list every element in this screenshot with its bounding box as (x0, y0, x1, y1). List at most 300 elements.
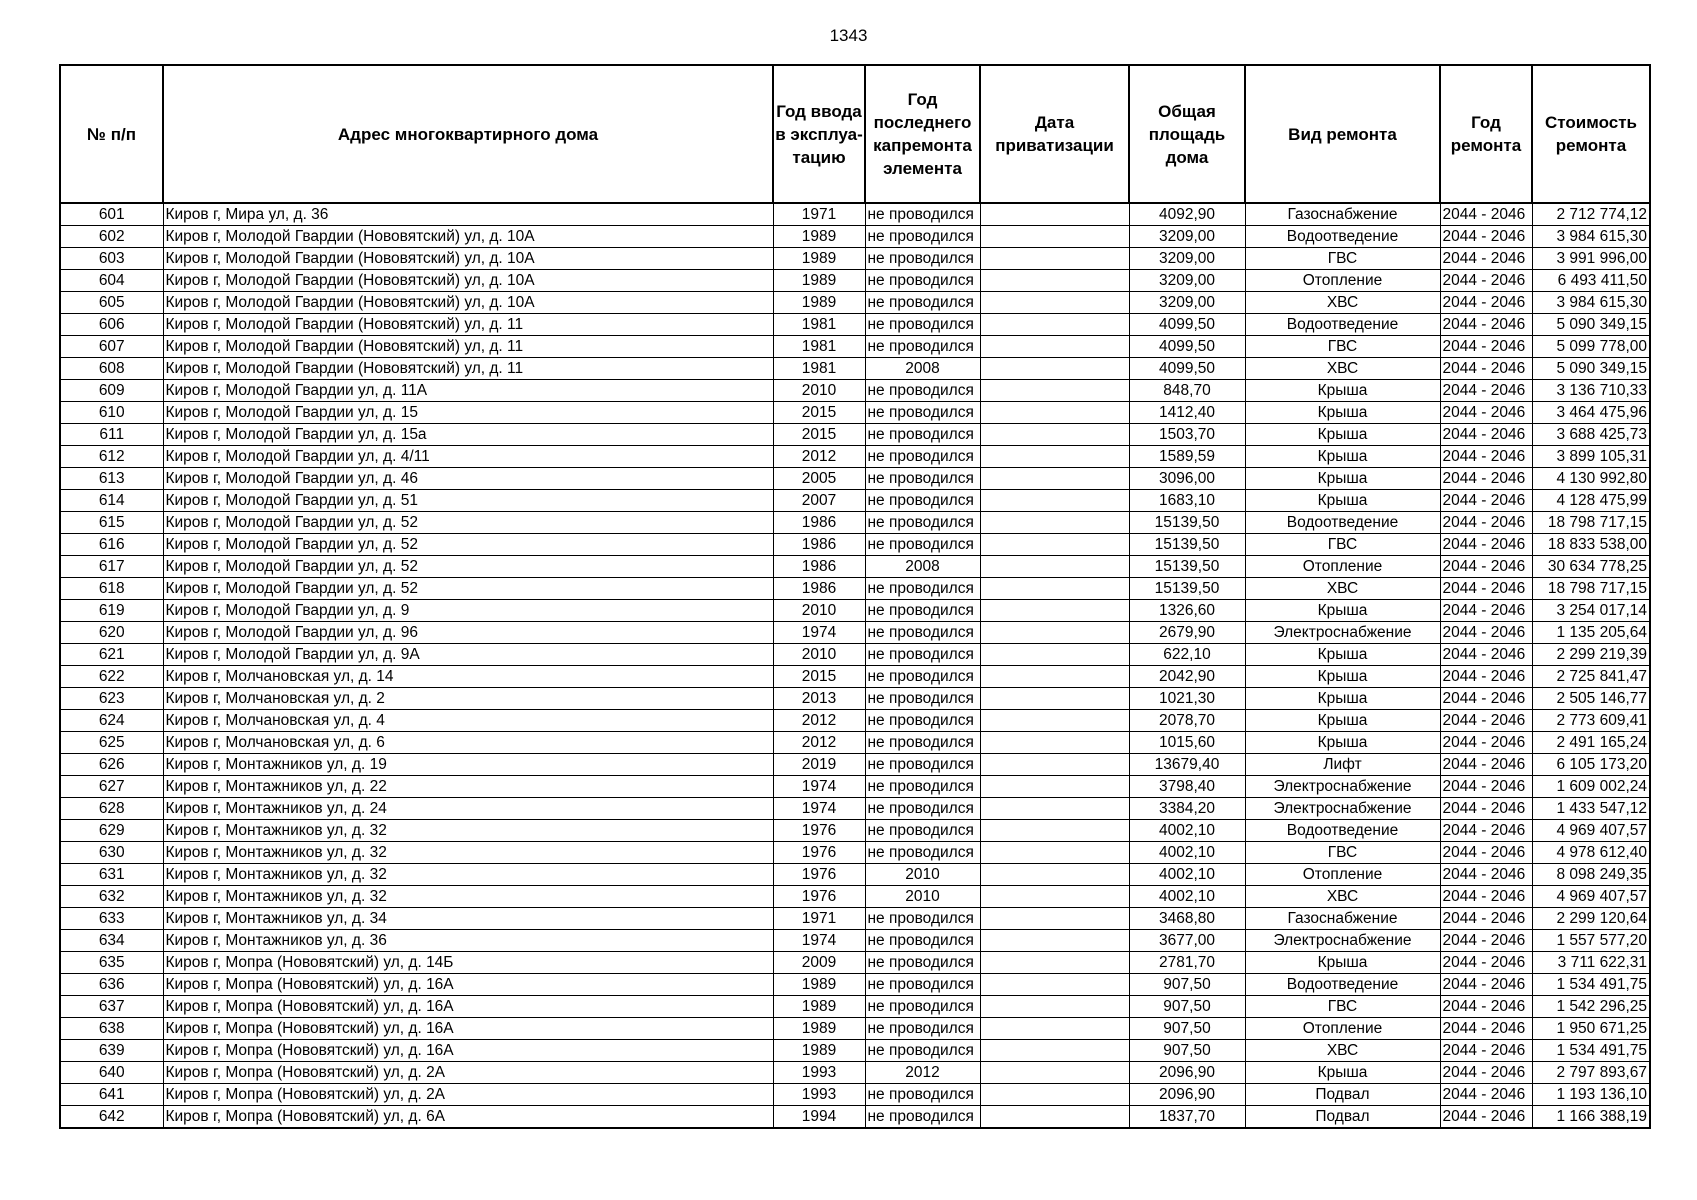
table-row (60, 380, 1650, 402)
cell-repair-year: 2044 - 2046 (1440, 688, 1532, 710)
cell-year-commission: 1971 (773, 203, 865, 226)
table-row (60, 1062, 1650, 1084)
cell-year-commission: 1994 (773, 1106, 865, 1129)
cell-privatization (980, 512, 1129, 534)
cell-year-last-repair: не проводился (865, 600, 980, 622)
cell-cost: 8 098 249,35 (1532, 864, 1650, 886)
cell-cost: 2 712 774,12 (1532, 203, 1650, 226)
cell-privatization (980, 688, 1129, 710)
cell-privatization (980, 644, 1129, 666)
cell-year-commission: 1989 (773, 1018, 865, 1040)
cell-cost: 2 725 841,47 (1532, 666, 1650, 688)
cell-cost: 3 984 615,30 (1532, 292, 1650, 314)
cell-repair-year: 2044 - 2046 (1440, 1018, 1532, 1040)
cell-area: 1589,59 (1129, 446, 1245, 468)
table-row (60, 776, 1650, 798)
cell-repair-type: ХВС (1245, 1040, 1440, 1062)
cell-year-last-repair: не проводился (865, 292, 980, 314)
table-row (60, 490, 1650, 512)
cell-privatization (980, 776, 1129, 798)
table-row (60, 292, 1650, 314)
cell-area: 3384,20 (1129, 798, 1245, 820)
cell-year-commission: 2007 (773, 490, 865, 512)
table-row (60, 248, 1650, 270)
cell-num: 631 (60, 864, 163, 886)
cell-year-commission: 1976 (773, 820, 865, 842)
cell-num: 607 (60, 336, 163, 358)
cell-address: Киров г, Мопра (Нововятский) ул, д. 16А (163, 1040, 773, 1062)
cell-repair-year: 2044 - 2046 (1440, 380, 1532, 402)
cell-year-last-repair: не проводился (865, 424, 980, 446)
cell-cost: 3 136 710,33 (1532, 380, 1650, 402)
cell-privatization (980, 1018, 1129, 1040)
cell-year-last-repair: 2008 (865, 556, 980, 578)
cell-repair-type: Водоотведение (1245, 226, 1440, 248)
cell-address: Киров г, Молодой Гвардии ул, д. 52 (163, 512, 773, 534)
cell-repair-year: 2044 - 2046 (1440, 1040, 1532, 1062)
cell-year-last-repair: не проводился (865, 688, 980, 710)
cell-num: 627 (60, 776, 163, 798)
cell-area: 2078,70 (1129, 710, 1245, 732)
cell-privatization (980, 203, 1129, 226)
cell-address: Киров г, Монтажников ул, д. 34 (163, 908, 773, 930)
cell-repair-type: Подвал (1245, 1084, 1440, 1106)
cell-num: 635 (60, 952, 163, 974)
cell-address: Киров г, Молчановская ул, д. 14 (163, 666, 773, 688)
cell-area: 13679,40 (1129, 754, 1245, 776)
cell-area: 2096,90 (1129, 1062, 1245, 1084)
cell-privatization (980, 908, 1129, 930)
cell-privatization (980, 842, 1129, 864)
cell-address: Киров г, Монтажников ул, д. 24 (163, 798, 773, 820)
cell-year-last-repair: не проводился (865, 336, 980, 358)
cell-year-commission: 1989 (773, 1040, 865, 1062)
cell-repair-type: Электроснабжение (1245, 798, 1440, 820)
cell-privatization (980, 490, 1129, 512)
cell-year-commission: 1989 (773, 974, 865, 996)
cell-cost: 5 090 349,15 (1532, 314, 1650, 336)
cell-privatization (980, 996, 1129, 1018)
cell-year-last-repair: не проводился (865, 1040, 980, 1062)
cell-num: 636 (60, 974, 163, 996)
cell-num: 614 (60, 490, 163, 512)
cell-area: 4092,90 (1129, 203, 1245, 226)
cell-address: Киров г, Молодой Гвардии (Нововятский) ул, д. 11 (163, 336, 773, 358)
cell-privatization (980, 798, 1129, 820)
cell-address: Киров г, Молчановская ул, д. 6 (163, 732, 773, 754)
cell-num: 621 (60, 644, 163, 666)
cell-address: Киров г, Молодой Гвардии ул, д. 46 (163, 468, 773, 490)
table-row (60, 424, 1650, 446)
cell-year-commission: 1986 (773, 556, 865, 578)
cell-cost: 1 193 136,10 (1532, 1084, 1650, 1106)
cell-repair-type: Электроснабжение (1245, 930, 1440, 952)
cell-num: 622 (60, 666, 163, 688)
cell-area: 3209,00 (1129, 248, 1245, 270)
cell-repair-year: 2044 - 2046 (1440, 644, 1532, 666)
cell-address: Киров г, Мопра (Нововятский) ул, д. 2А (163, 1084, 773, 1106)
cell-privatization (980, 468, 1129, 490)
cell-year-last-repair: не проводился (865, 534, 980, 556)
cell-area: 2042,90 (1129, 666, 1245, 688)
table-row (60, 1018, 1650, 1040)
cell-area: 3468,80 (1129, 908, 1245, 930)
table-row (60, 974, 1650, 996)
cell-cost: 18 798 717,15 (1532, 512, 1650, 534)
table-row (60, 468, 1650, 490)
header-cost: Стоимость ремонта (1532, 65, 1650, 203)
cell-area: 3798,40 (1129, 776, 1245, 798)
cell-cost: 4 130 992,80 (1532, 468, 1650, 490)
cell-privatization (980, 820, 1129, 842)
cell-year-commission: 1986 (773, 534, 865, 556)
cell-num: 617 (60, 556, 163, 578)
table-row (60, 666, 1650, 688)
cell-area: 907,50 (1129, 974, 1245, 996)
cell-num: 629 (60, 820, 163, 842)
cell-num: 633 (60, 908, 163, 930)
cell-year-last-repair: не проводился (865, 622, 980, 644)
table-row (60, 820, 1650, 842)
cell-repair-year: 2044 - 2046 (1440, 952, 1532, 974)
cell-address: Киров г, Молодой Гвардии (Нововятский) ул, д. 11 (163, 358, 773, 380)
cell-cost: 2 505 146,77 (1532, 688, 1650, 710)
cell-num: 615 (60, 512, 163, 534)
cell-num: 604 (60, 270, 163, 292)
cell-area: 3209,00 (1129, 292, 1245, 314)
cell-repair-type: ХВС (1245, 578, 1440, 600)
cell-privatization (980, 380, 1129, 402)
cell-address: Киров г, Молодой Гвардии ул, д. 52 (163, 556, 773, 578)
table-row (60, 688, 1650, 710)
cell-area: 3209,00 (1129, 226, 1245, 248)
cell-address: Киров г, Молодой Гвардии (Нововятский) ул, д. 10А (163, 226, 773, 248)
cell-year-commission: 1974 (773, 798, 865, 820)
cell-cost: 2 299 120,64 (1532, 908, 1650, 930)
cell-year-last-repair: не проводился (865, 446, 980, 468)
cell-num: 628 (60, 798, 163, 820)
cell-year-commission: 1971 (773, 908, 865, 930)
cell-address: Киров г, Молодой Гвардии ул, д. 15 (163, 402, 773, 424)
table-row (60, 864, 1650, 886)
cell-cost: 3 711 622,31 (1532, 952, 1650, 974)
cell-year-last-repair: не проводился (865, 996, 980, 1018)
table-row (60, 336, 1650, 358)
cell-repair-type: Электроснабжение (1245, 776, 1440, 798)
cell-num: 619 (60, 600, 163, 622)
table-row (60, 556, 1650, 578)
cell-address: Киров г, Мопра (Нововятский) ул, д. 16А (163, 996, 773, 1018)
cell-address: Киров г, Монтажников ул, д. 19 (163, 754, 773, 776)
cell-year-last-repair: не проводился (865, 490, 980, 512)
cell-year-commission: 1974 (773, 622, 865, 644)
cell-repair-type: Отопление (1245, 864, 1440, 886)
cell-year-last-repair: не проводился (865, 203, 980, 226)
cell-year-commission: 2015 (773, 402, 865, 424)
cell-repair-type: Отопление (1245, 270, 1440, 292)
cell-cost: 1 534 491,75 (1532, 1040, 1650, 1062)
cell-cost: 2 491 165,24 (1532, 732, 1650, 754)
cell-repair-type: Отопление (1245, 1018, 1440, 1040)
cell-address: Киров г, Мопра (Нововятский) ул, д. 2А (163, 1062, 773, 1084)
cell-year-commission: 1981 (773, 358, 865, 380)
cell-privatization (980, 358, 1129, 380)
cell-address: Киров г, Молодой Гвардии (Нововятский) ул, д. 11 (163, 314, 773, 336)
cell-repair-year: 2044 - 2046 (1440, 578, 1532, 600)
table-row (60, 203, 1650, 226)
cell-address: Киров г, Монтажников ул, д. 32 (163, 886, 773, 908)
cell-repair-year: 2044 - 2046 (1440, 556, 1532, 578)
cell-area: 15139,50 (1129, 556, 1245, 578)
cell-year-last-repair: не проводился (865, 952, 980, 974)
cell-cost: 18 833 538,00 (1532, 534, 1650, 556)
cell-area: 848,70 (1129, 380, 1245, 402)
cell-address: Киров г, Монтажников ул, д. 32 (163, 842, 773, 864)
table-row (60, 1084, 1650, 1106)
header-repair-type: Вид ремонта (1245, 65, 1440, 203)
cell-area: 4002,10 (1129, 820, 1245, 842)
cell-repair-year: 2044 - 2046 (1440, 314, 1532, 336)
cell-year-commission: 1986 (773, 512, 865, 534)
cell-cost: 3 899 105,31 (1532, 446, 1650, 468)
cell-repair-type: Крыша (1245, 710, 1440, 732)
cell-repair-type: Крыша (1245, 468, 1440, 490)
cell-privatization (980, 402, 1129, 424)
cell-cost: 2 299 219,39 (1532, 644, 1650, 666)
cell-cost: 4 969 407,57 (1532, 886, 1650, 908)
cell-year-last-repair: не проводился (865, 248, 980, 270)
cell-repair-year: 2044 - 2046 (1440, 798, 1532, 820)
cell-privatization (980, 270, 1129, 292)
cell-repair-type: Крыша (1245, 600, 1440, 622)
cell-address: Киров г, Молодой Гвардии ул, д. 52 (163, 534, 773, 556)
cell-cost: 4 969 407,57 (1532, 820, 1650, 842)
cell-privatization (980, 578, 1129, 600)
cell-repair-year: 2044 - 2046 (1440, 336, 1532, 358)
cell-num: 632 (60, 886, 163, 908)
cell-repair-type: Лифт (1245, 754, 1440, 776)
cell-cost: 3 991 996,00 (1532, 248, 1650, 270)
table-row (60, 842, 1650, 864)
cell-address: Киров г, Молодой Гвардии ул, д. 9 (163, 600, 773, 622)
cell-num: 634 (60, 930, 163, 952)
cell-year-commission: 2010 (773, 380, 865, 402)
cell-num: 612 (60, 446, 163, 468)
table-row (60, 446, 1650, 468)
cell-repair-year: 2044 - 2046 (1440, 996, 1532, 1018)
cell-repair-year: 2044 - 2046 (1440, 710, 1532, 732)
cell-repair-year: 2044 - 2046 (1440, 864, 1532, 886)
table-row (60, 314, 1650, 336)
cell-address: Киров г, Мопра (Нововятский) ул, д. 6А (163, 1106, 773, 1129)
table-row (60, 358, 1650, 380)
cell-year-last-repair: не проводился (865, 512, 980, 534)
cell-repair-type: ГВС (1245, 842, 1440, 864)
cell-repair-type: Газоснабжение (1245, 908, 1440, 930)
cell-num: 637 (60, 996, 163, 1018)
cell-year-last-repair: 2010 (865, 886, 980, 908)
cell-year-last-repair: не проводился (865, 930, 980, 952)
cell-privatization (980, 1084, 1129, 1106)
cell-cost: 1 950 671,25 (1532, 1018, 1650, 1040)
cell-num: 623 (60, 688, 163, 710)
cell-address: Киров г, Мира ул, д. 36 (163, 203, 773, 226)
cell-area: 4099,50 (1129, 358, 1245, 380)
cell-year-last-repair: не проводился (865, 710, 980, 732)
cell-cost: 1 135 205,64 (1532, 622, 1650, 644)
header-num: № п/п (60, 65, 163, 203)
cell-privatization (980, 556, 1129, 578)
cell-address: Киров г, Молодой Гвардии ул, д. 9А (163, 644, 773, 666)
cell-area: 4099,50 (1129, 314, 1245, 336)
cell-privatization (980, 930, 1129, 952)
cell-num: 626 (60, 754, 163, 776)
cell-repair-type: ХВС (1245, 292, 1440, 314)
cell-repair-type: Крыша (1245, 666, 1440, 688)
cell-repair-type: Крыша (1245, 490, 1440, 512)
cell-privatization (980, 1062, 1129, 1084)
cell-repair-year: 2044 - 2046 (1440, 1084, 1532, 1106)
cell-privatization (980, 886, 1129, 908)
cell-privatization (980, 534, 1129, 556)
cell-year-last-repair: не проводился (865, 776, 980, 798)
cell-repair-year: 2044 - 2046 (1440, 534, 1532, 556)
cell-year-commission: 2012 (773, 732, 865, 754)
cell-year-last-repair: не проводился (865, 754, 980, 776)
cell-num: 630 (60, 842, 163, 864)
cell-repair-year: 2044 - 2046 (1440, 842, 1532, 864)
cell-address: Киров г, Монтажников ул, д. 22 (163, 776, 773, 798)
cell-area: 1683,10 (1129, 490, 1245, 512)
cell-year-last-repair: не проводился (865, 1084, 980, 1106)
cell-repair-year: 2044 - 2046 (1440, 776, 1532, 798)
table-row (60, 600, 1650, 622)
cell-repair-type: ГВС (1245, 534, 1440, 556)
cell-repair-year: 2044 - 2046 (1440, 732, 1532, 754)
cell-num: 613 (60, 468, 163, 490)
table-row (60, 710, 1650, 732)
cell-area: 15139,50 (1129, 534, 1245, 556)
cell-area: 3096,00 (1129, 468, 1245, 490)
cell-year-last-repair: не проводился (865, 666, 980, 688)
cell-repair-year: 2044 - 2046 (1440, 292, 1532, 314)
cell-privatization (980, 864, 1129, 886)
cell-year-commission: 2010 (773, 600, 865, 622)
table-row (60, 1040, 1650, 1062)
cell-repair-year: 2044 - 2046 (1440, 468, 1532, 490)
cell-cost: 5 099 778,00 (1532, 336, 1650, 358)
cell-address: Киров г, Молодой Гвардии ул, д. 51 (163, 490, 773, 512)
table-row (60, 512, 1650, 534)
cell-address: Киров г, Молодой Гвардии (Нововятский) ул, д. 10А (163, 248, 773, 270)
cell-repair-year: 2044 - 2046 (1440, 666, 1532, 688)
cell-address: Киров г, Молодой Гвардии ул, д. 11А (163, 380, 773, 402)
cell-year-last-repair: не проводился (865, 842, 980, 864)
cell-privatization (980, 248, 1129, 270)
cell-cost: 18 798 717,15 (1532, 578, 1650, 600)
cell-year-commission: 1976 (773, 842, 865, 864)
cell-area: 4099,50 (1129, 336, 1245, 358)
cell-privatization (980, 1040, 1129, 1062)
cell-repair-year: 2044 - 2046 (1440, 622, 1532, 644)
cell-repair-year: 2044 - 2046 (1440, 908, 1532, 930)
cell-privatization (980, 666, 1129, 688)
cell-area: 4002,10 (1129, 864, 1245, 886)
cell-num: 611 (60, 424, 163, 446)
cell-year-commission: 1989 (773, 270, 865, 292)
cell-repair-type: ГВС (1245, 996, 1440, 1018)
cell-privatization (980, 732, 1129, 754)
cell-year-commission: 1986 (773, 578, 865, 600)
cell-area: 4002,10 (1129, 886, 1245, 908)
cell-cost: 6 493 411,50 (1532, 270, 1650, 292)
header-privatization: Дата приватизации (980, 65, 1129, 203)
cell-address: Киров г, Молчановская ул, д. 4 (163, 710, 773, 732)
table-row (60, 578, 1650, 600)
cell-repair-type: ХВС (1245, 886, 1440, 908)
repair-registry-table (59, 64, 1651, 1129)
cell-year-last-repair: не проводился (865, 1018, 980, 1040)
cell-year-last-repair: 2010 (865, 864, 980, 886)
cell-repair-year: 2044 - 2046 (1440, 203, 1532, 226)
cell-repair-type: Электроснабжение (1245, 622, 1440, 644)
cell-num: 639 (60, 1040, 163, 1062)
cell-address: Киров г, Монтажников ул, д. 32 (163, 864, 773, 886)
cell-area: 4002,10 (1129, 842, 1245, 864)
cell-year-commission: 2009 (773, 952, 865, 974)
cell-repair-year: 2044 - 2046 (1440, 754, 1532, 776)
cell-repair-type: Крыша (1245, 424, 1440, 446)
cell-area: 907,50 (1129, 996, 1245, 1018)
cell-cost: 3 688 425,73 (1532, 424, 1650, 446)
cell-repair-year: 2044 - 2046 (1440, 226, 1532, 248)
cell-repair-type: Крыша (1245, 402, 1440, 424)
cell-year-commission: 1976 (773, 886, 865, 908)
table-row (60, 732, 1650, 754)
table-row (60, 930, 1650, 952)
cell-year-last-repair: не проводился (865, 908, 980, 930)
cell-year-last-repair: не проводился (865, 1106, 980, 1129)
cell-area: 1326,60 (1129, 600, 1245, 622)
table-body (60, 203, 1650, 1128)
cell-area: 15139,50 (1129, 578, 1245, 600)
cell-year-commission: 2015 (773, 424, 865, 446)
cell-year-last-repair: не проводился (865, 578, 980, 600)
cell-repair-type: Крыша (1245, 380, 1440, 402)
cell-year-commission: 2005 (773, 468, 865, 490)
cell-repair-year: 2044 - 2046 (1440, 490, 1532, 512)
cell-cost: 2 797 893,67 (1532, 1062, 1650, 1084)
cell-privatization (980, 446, 1129, 468)
cell-year-last-repair: не проводился (865, 974, 980, 996)
header-address: Адрес многоквартирного дома (163, 65, 773, 203)
cell-year-last-repair: не проводился (865, 314, 980, 336)
cell-num: 642 (60, 1106, 163, 1129)
cell-repair-type: Крыша (1245, 732, 1440, 754)
cell-address: Киров г, Монтажников ул, д. 36 (163, 930, 773, 952)
cell-num: 625 (60, 732, 163, 754)
table-row (60, 402, 1650, 424)
table-header (60, 65, 1650, 203)
cell-address: Киров г, Молодой Гвардии ул, д. 15а (163, 424, 773, 446)
cell-year-commission: 1989 (773, 996, 865, 1018)
cell-num: 602 (60, 226, 163, 248)
table-row (60, 270, 1650, 292)
cell-repair-type: Крыша (1245, 688, 1440, 710)
cell-cost: 4 128 475,99 (1532, 490, 1650, 512)
cell-privatization (980, 622, 1129, 644)
cell-cost: 3 984 615,30 (1532, 226, 1650, 248)
